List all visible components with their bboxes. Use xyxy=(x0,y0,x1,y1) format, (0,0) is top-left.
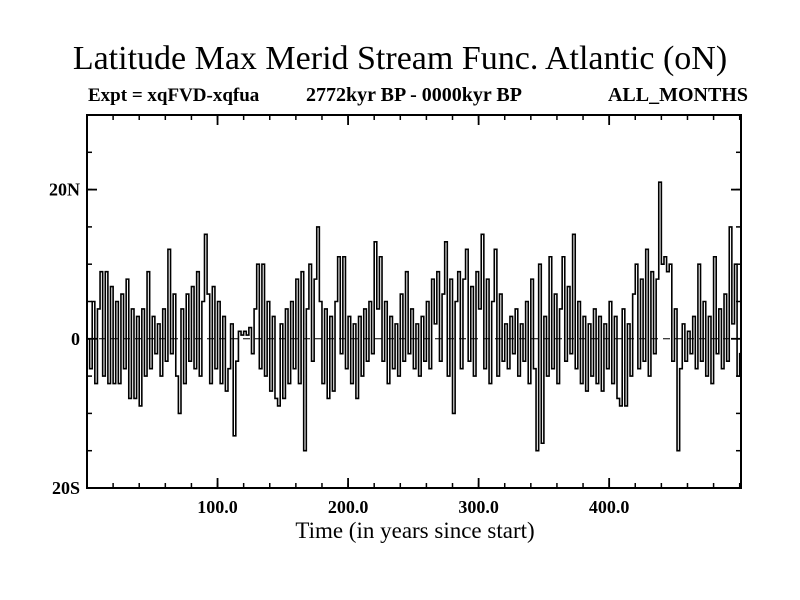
x-tick-label: 300.0 xyxy=(458,497,499,517)
x-tick-label: 200.0 xyxy=(327,497,369,517)
x-axis-title: Time (in years since start) xyxy=(295,518,535,543)
y-tick-label: 0 xyxy=(71,328,80,349)
data-series-path xyxy=(87,182,741,451)
y-tick-label: 20S xyxy=(51,478,80,498)
period-label: 2772kyr BP - 0000kyr BP xyxy=(306,84,522,106)
x-tick-label: 400.0 xyxy=(588,497,630,517)
x-tick-label: 100.0 xyxy=(197,497,238,517)
y-tick-label: 20N xyxy=(49,179,80,200)
chart-title: Latitude Max Merid Stream Func. Atlantic (oN) xyxy=(72,40,728,77)
experiment-label: Expt = xqFVD-xqfua xyxy=(88,85,260,106)
months-label: ALL_MONTHS xyxy=(607,84,748,106)
